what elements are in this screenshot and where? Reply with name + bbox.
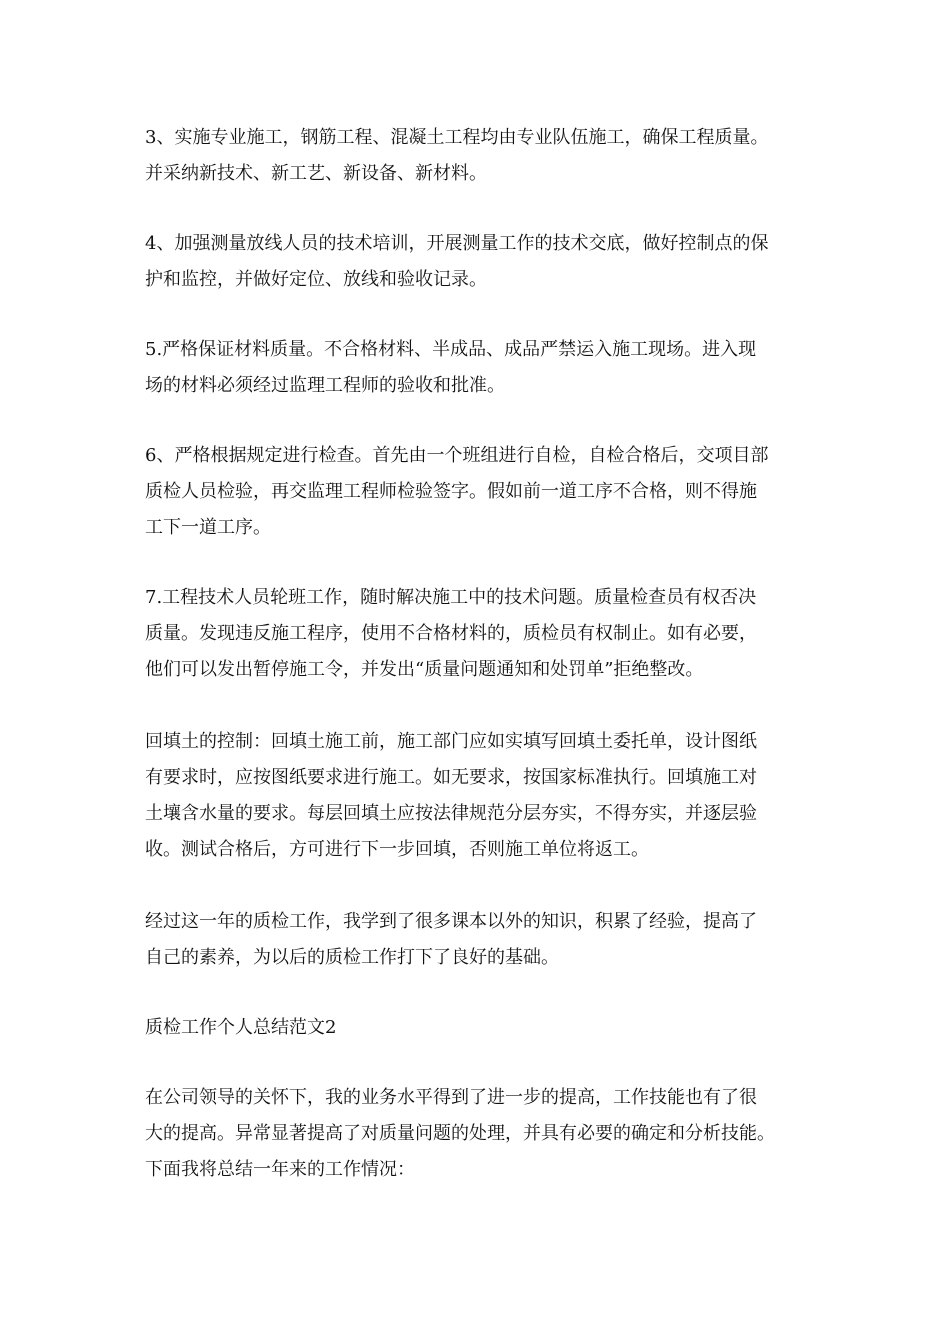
paragraph-item-4: [145, 226, 815, 298]
paragraph-line: 质检人员检验，再交监理工程师检验签字。假如前一道工序不合格，则不得施: [145, 481, 757, 502]
paragraph-line: 他们可以发出暂停施工令，并发出“质量问题通知和处罚单”拒绝整改。: [145, 659, 704, 680]
paragraph-line: 自己的素养，为以后的质检工作打下了良好的基础。: [145, 947, 559, 968]
paragraph-line: 场的材料必须经过监理工程师的验收和批准。: [145, 375, 505, 396]
paragraph-item-6: [145, 438, 815, 546]
paragraph-line: 并采纳新技术、新工艺、新设备、新材料。: [145, 163, 487, 184]
paragraph-line: 工下一道工序。: [145, 517, 271, 538]
section-heading-text: 质检工作个人总结范文2: [145, 1017, 337, 1038]
paragraph-line: 土壤含水量的要求。每层回填土应按法律规范分层夯实，不得夯实，并逐层验: [145, 803, 757, 824]
paragraph-line: 在公司领导的关怀下，我的业务水平得到了进一步的提高，工作技能也有了很: [145, 1087, 757, 1108]
paragraph-backfill-control: [145, 724, 815, 868]
paragraph-line: 大的提高。异常显著提高了对质量问题的处理，并具有必要的确定和分析技能。: [145, 1123, 775, 1144]
paragraph-item-5: [145, 332, 815, 404]
paragraph-summary: [145, 904, 815, 976]
paragraph-line: 经过这一年的质检工作，我学到了很多课本以外的知识，积累了经验，提高了: [145, 911, 757, 932]
paragraph-line: 回填土的控制：回填土施工前，施工部门应如实填写回填土委托单，设计图纸: [145, 731, 757, 752]
paragraph-line: 下面我将总结一年来的工作情况：: [145, 1159, 415, 1180]
paragraph-item-3: [145, 120, 815, 192]
section-heading: [145, 1010, 815, 1046]
paragraph-line: 4、加强测量放线人员的技术培训，开展测量工作的技术交底，做好控制点的保: [145, 233, 769, 254]
paragraph-line: 护和监控，并做好定位、放线和验收记录。: [145, 269, 487, 290]
paragraph-line: 5.严格保证材料质量。不合格材料、半成品、成品严禁运入施工现场。进入现: [145, 339, 757, 360]
paragraph-line: 有要求时，应按图纸要求进行施工。如无要求，按国家标准执行。回填施工对: [145, 767, 757, 788]
paragraph-line: 质量。发现违反施工程序，使用不合格材料的，质检员有权制止。如有必要，: [145, 623, 757, 644]
paragraph-intro-2: [145, 1080, 815, 1188]
paragraph-line: 收。测试合格后，方可进行下一步回填，否则施工单位将返工。: [145, 839, 649, 860]
paragraph-line: 3、实施专业施工，钢筋工程、混凝土工程均由专业队伍施工，确保工程质量。: [145, 127, 769, 148]
paragraph-line: 6、严格根据规定进行检查。首先由一个班组进行自检，自检合格后，交项目部: [145, 445, 769, 466]
paragraph-item-7: [145, 580, 815, 688]
paragraph-line: 7.工程技术人员轮班工作，随时解决施工中的技术问题。质量检查员有权否决: [145, 587, 757, 608]
